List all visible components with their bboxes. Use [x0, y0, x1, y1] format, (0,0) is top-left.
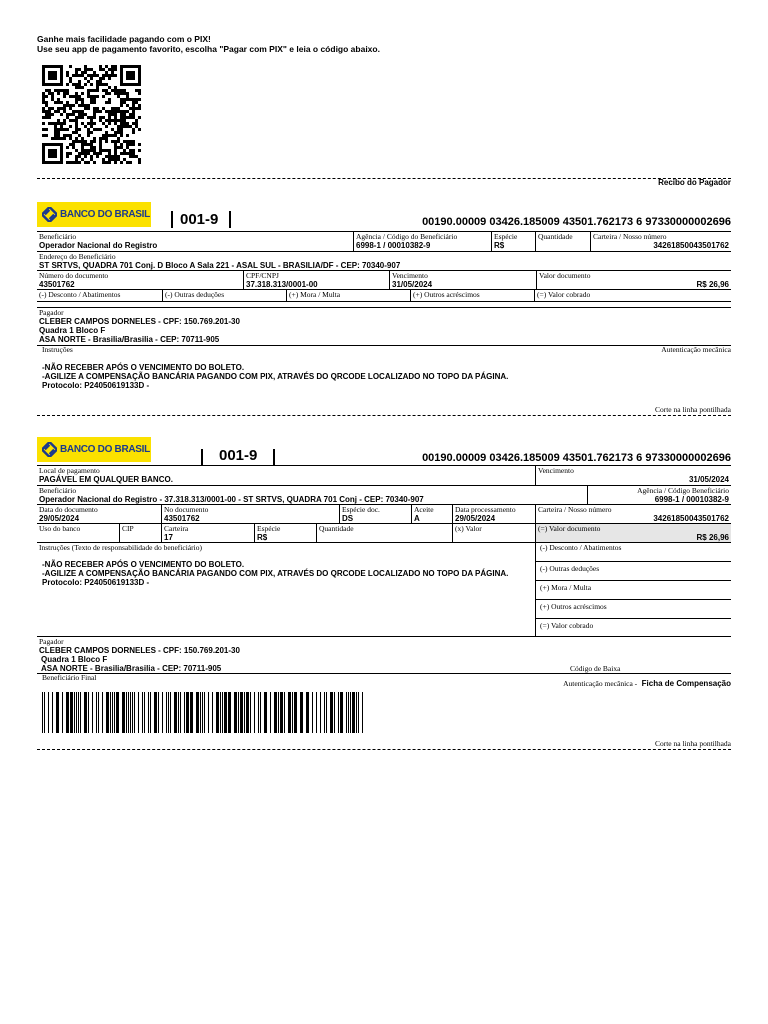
qr-code-icon[interactable]	[42, 65, 145, 164]
instrucao-3: Protocolo: P24050619133D -	[42, 578, 150, 587]
bank-code: 001-9	[219, 447, 258, 464]
quantidade-field: Quantidade	[535, 232, 590, 252]
no-documento-field: No documento 43501762	[161, 505, 339, 524]
outros-acrescimos-field: (+) Outros acréscimos	[535, 600, 731, 619]
outras-deducoes-field: (-) Outras deduções	[535, 562, 731, 581]
autenticacao-label: Autenticação mecânica	[661, 345, 731, 354]
valor-cobrado-field: (=) Valor cobrado	[535, 619, 731, 637]
agencia-field: Agência / Código Beneficiário 6998-1 / 00010382-9	[587, 486, 731, 505]
carteira-nosso-numero-field: Carteira / Nosso número 34261850043501762	[535, 505, 731, 524]
instrucao-1: -NÃO RECEBER APÓS O VENCIMENTO DO BOLETO.	[42, 363, 245, 372]
cpf-cnpj-field: CPF/CNPJ 37.318.313/0001-00	[243, 271, 389, 290]
beneficiario-final-label: Beneficiário Final	[42, 673, 97, 682]
outros-acrescimos-field: (+) Outros acréscimos	[410, 290, 534, 302]
banco-do-brasil-logo-icon	[37, 202, 151, 227]
valor-cobrado-field: (=) Valor cobrado	[534, 290, 731, 302]
pagador-field: Pagador CLEBER CAMPOS DORNELES - CPF: 150.769.201-30 Quadra 1 Bloco F ASA NORTE - Brasilia/Brasilia - CEP: 70711-905	[37, 637, 731, 674]
bank-name: BANCO DO BRASIL	[60, 209, 150, 220]
recibo-form	[37, 231, 731, 346]
banco-do-brasil-logo-icon	[37, 437, 151, 462]
ficha-footer	[563, 673, 731, 691]
barcode-icon[interactable]	[42, 692, 363, 733]
instrucao-1: -NÃO RECEBER APÓS O VENCIMENTO DO BOLETO.	[42, 560, 245, 569]
vencimento-field: Vencimento 31/05/2024	[535, 466, 731, 486]
valor-documento-field: Valor documento R$ 26,96	[536, 271, 731, 290]
cut-line	[37, 749, 731, 750]
digitable-line: 00190.00009 03426.185009 43501.762173 6 97330000002696	[422, 452, 731, 464]
code-divider	[273, 449, 275, 465]
aceite-field: Aceite A	[411, 505, 452, 524]
mora-field: (+) Mora / Multa	[286, 290, 410, 302]
code-divider	[229, 211, 231, 228]
carteira-field: Carteira / Nosso número 34261850043501762	[590, 232, 731, 252]
pagador-field: Pagador CLEBER CAMPOS DORNELES - CPF: 150.769.201-30 Quadra 1 Bloco F ASA NORTE - Brasilia/Brasilia - CEP: 70711-905	[37, 307, 731, 346]
data-documento-field: Data do documento 29/05/2024	[37, 505, 161, 524]
agencia-field: Agência / Código do Beneficiário 6998-1 / 00010382-9	[353, 232, 491, 252]
vencimento-field: Vencimento 31/05/2024	[389, 271, 536, 290]
valor-documento-field: (=) Valor documento R$ 26,96	[535, 524, 731, 543]
data-processamento-field: Data processamento 29/05/2024	[452, 505, 535, 524]
cut-line	[37, 415, 731, 416]
outras-deducoes-field: (-) Outras deduções	[162, 290, 286, 302]
recibo-title: Recibo do Pagador	[658, 178, 731, 187]
instrucao-2: -AGILIZE A COMPENSAÇÃO BANCÁRIA PAGANDO COM PIX, ATRAVÉS DO QRCODE LOCALIZADO NO TOPO DA PÁGINA.	[42, 569, 509, 578]
quantidade-field: Quantidade	[316, 524, 452, 543]
mora-field: (+) Mora / Multa	[535, 581, 731, 600]
especie-field: Espécie R$	[491, 232, 535, 252]
code-divider	[171, 211, 173, 228]
desconto-field: (-) Desconto / Abatimentos	[37, 290, 162, 302]
digitable-line: 00190.00009 03426.185009 43501.762173 6 97330000002696	[422, 216, 731, 228]
corte-label: Corte na linha pontilhada	[654, 405, 731, 414]
beneficiario-field: Beneficiário Operador Nacional do Registro	[37, 232, 353, 252]
especie-field: Espécie R$	[254, 524, 316, 543]
beneficiario-field: Beneficiário Operador Nacional do Registro - 37.318.313/0001-00 - ST SRTVS, QUADRA 701 Conj - CEP: 70340-907	[37, 486, 587, 505]
endereco-field: Endereço do Beneficiário ST SRTVS, QUADRA 701 Conj. D Bloco A Sala 221 - ASAL SUL - BRASILIA/DF - CEP: 70340-907	[37, 252, 731, 271]
autenticacao-label: Autenticação mecânica -	[563, 679, 638, 688]
desconto-field: (-) Desconto / Abatimentos	[535, 543, 731, 562]
carteira-field: Carteira 17	[161, 524, 254, 543]
bank-code: 001-9	[180, 211, 219, 228]
uso-banco-field: Uso do banco	[37, 524, 119, 543]
codigo-baixa-label: Código de Baixa	[570, 664, 621, 673]
instrucoes-label: Instruções	[42, 345, 73, 354]
especie-doc-field: Espécie doc. DS	[339, 505, 411, 524]
code-divider	[201, 449, 203, 465]
cut-line	[37, 178, 731, 179]
instrucao-2: -AGILIZE A COMPENSAÇÃO BANCÁRIA PAGANDO COM PIX, ATRAVÉS DO QRCODE LOCALIZADO NO TOPO DA PÁGINA.	[42, 372, 509, 381]
instrucoes-field: Instruções (Texto de responsabilidade do beneficiário)	[37, 543, 535, 637]
instrucao-3: Protocolo: P24050619133D -	[42, 381, 150, 390]
pix-line-2: Use seu app de pagamento favorito, escolha "Pagar com PIX" e leia o código abaixo.	[37, 44, 380, 54]
bank-name: BANCO DO BRASIL	[60, 444, 150, 455]
ficha-title: Ficha de Compensação	[641, 679, 731, 688]
x-valor-field: (x) Valor	[452, 524, 535, 543]
corte-label: Corte na linha pontilhada	[654, 739, 731, 748]
cip-field: CIP	[119, 524, 161, 543]
local-pagamento-field: Local de pagamento PAGÁVEL EM QUALQUER BANCO.	[37, 466, 535, 486]
numero-documento-field: Número do documento 43501762	[37, 271, 243, 290]
pix-line-1: Ganhe mais facilidade pagando com o PIX!	[37, 34, 211, 44]
